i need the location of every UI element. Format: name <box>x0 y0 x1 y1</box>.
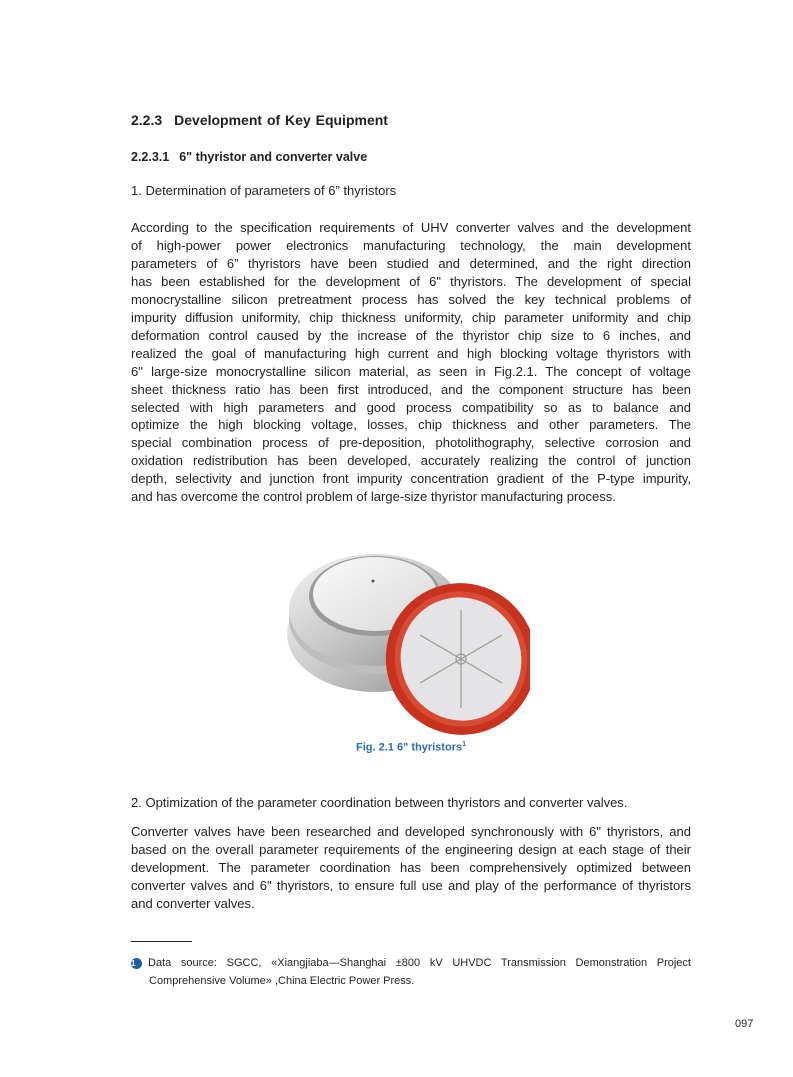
paragraph-line: special combination process of pre-deposition, photolithography, selective corrosion and <box>131 435 691 451</box>
footnote-reference[interactable]: 1 <box>462 741 466 748</box>
footnote <box>131 954 691 990</box>
subsection-heading <box>131 150 367 164</box>
paragraph-line: sheet thickness ratio has been first introduced, and the component structure has been <box>131 381 691 397</box>
paragraph-line: of high-power power electronics manufacturing technology, the main development <box>131 237 691 253</box>
section-title: Development of Key Equipment <box>174 112 388 128</box>
paragraph-line: optimize the high blocking voltage, losses, chip thickness and other parameters. The <box>131 417 691 433</box>
paragraph-line: depth, selectivity and junction front impurity concentration gradient of the P-type impurity, <box>131 471 691 487</box>
paragraph-line: deformation control caused by the increase of the thyristor chip size to 6 inches, and <box>131 327 691 343</box>
footnote-text-1: Data source: SGCC, «Xiangjiaba—Shanghai ±800 kV UHVDC Transmission Demonstration Project <box>148 957 691 969</box>
section-heading <box>131 112 388 128</box>
paragraph-line: selected with high parameters and good process compatibility so as to balance and <box>131 399 691 415</box>
paragraph-1 <box>131 219 691 506</box>
footnote-number-icon: 1 <box>131 958 142 969</box>
footnote-divider <box>131 941 192 942</box>
footnote-text-2: Comprehensive Volume» ,China Electric Power Press. <box>149 975 415 987</box>
paragraph-line: 6" large-size monocrystalline silicon material, as seen in Fig.2.1. The concept of voltage <box>131 363 691 379</box>
paragraph-line: has been established for the development of 6" thyristors. The development of special <box>131 273 691 289</box>
paragraph-line: realized the goal of manufacturing high current and high blocking voltage thyristors with <box>131 345 691 361</box>
paragraph-2 <box>131 823 691 913</box>
footnote-line-1 <box>131 954 691 972</box>
thyristor-figure <box>280 540 530 745</box>
section-number: 2.2.3 <box>131 112 163 128</box>
paragraph-line: and has overcome the control problem of large-size thyristor manufacturing process. <box>131 489 616 505</box>
subsection-number: 2.2.3.1 <box>131 150 170 164</box>
paragraph-line: development. The parameter coordination has been comprehensively optimized between <box>131 859 691 875</box>
subsection-title: 6" thyristor and converter valve <box>179 150 368 164</box>
paragraph-line: impurity diffusion uniformity, chip thickness uniformity, chip parameter uniformity and chip <box>131 309 691 325</box>
paragraph-line: parameters of 6” thyristors have been studied and determined, and the right direction <box>131 255 691 271</box>
paragraph-line: According to the specification requirements of UHV converter valves and the development <box>131 220 691 235</box>
paragraph-line: converter valves and 6" thyristors, to ensure full use and play of the performance of thyristors <box>131 877 691 893</box>
page-number: 097 <box>735 1018 754 1030</box>
caption-text: Fig. 2.1 6" thyristors <box>356 741 463 754</box>
paragraph-line: oxidation redistribution has been developed, accurately realizing the control of junction <box>131 453 691 469</box>
paragraph-line: monocrystalline silicon pretreatment process has solved the key technical problems of <box>131 291 691 307</box>
paragraph-line: based on the overall parameter requirements of the engineering design at each stage of their <box>131 841 691 857</box>
paragraph-line: Converter valves have been researched and developed synchronously with 6" thyristors, and <box>131 824 691 839</box>
paragraph-line: and converter valves. <box>131 895 255 911</box>
figure-caption <box>131 741 691 754</box>
thyristor-image <box>280 540 530 740</box>
item1-heading: 1. Determination of parameters of 6” thyristors <box>131 183 397 198</box>
item2-heading: 2. Optimization of the parameter coordination between thyristors and converter valves. <box>131 795 628 810</box>
